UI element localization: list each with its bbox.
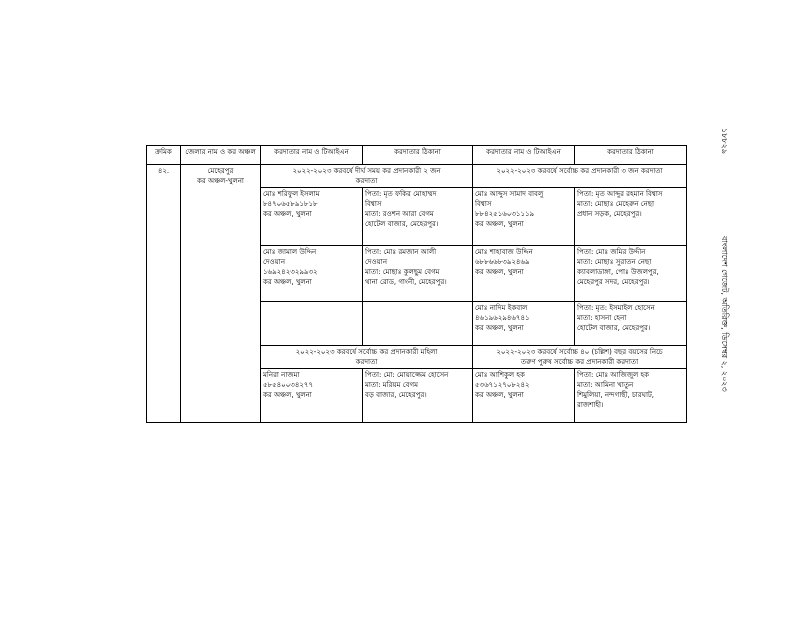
text-line: মোঃ জামাল উদ্দিন xyxy=(263,248,317,256)
header-name-tin-left: করদাতার নাম ও টিআইএন xyxy=(261,146,363,165)
header-serial: ক্রমিক xyxy=(147,146,181,165)
text-line: মোঃ শরিফুল ইসলাম xyxy=(263,190,320,198)
taxpayer-name-cell xyxy=(261,188,363,246)
header-name-tin-right: করদাতার নাম ও টিআইএন xyxy=(473,146,575,165)
text-line: মাতা: মোছাঃ সুরাতন নেছা xyxy=(577,258,652,266)
text-line: মোঃ শাহাবাজ উদ্দিন xyxy=(475,248,533,256)
gazette-header: বাংলাদেশ গেজেট, অতিরিক্ত, ডিসেম্বর ২, ২০২৩ xyxy=(720,236,729,392)
text-line: প্রধান সড়ক, মেহেরপুর। xyxy=(577,210,642,218)
text-line: ১৬৯২৪২৩২৯৯৩২ xyxy=(263,268,318,276)
text-line: মাতা: রওশন আরা বেগম xyxy=(365,210,434,218)
text-line: মাতা: হাসনা হেনা xyxy=(577,314,627,322)
text-line: হোটেল বাজার, মেহেরপুর। xyxy=(365,220,439,228)
text-line: রাজশাহী। xyxy=(577,401,604,409)
header-address-right: করদাতার ঠিকানা xyxy=(575,146,687,165)
text-line: মাতা: মরিয়ম বেগম xyxy=(365,381,418,389)
taxpayer-name-cell xyxy=(261,369,363,423)
section-title-line: ২০২২-২০২৩ করবর্ষে সর্বোচ্চ ৪০ (চল্লিশ) বছর বয়সের নিচে xyxy=(496,348,663,356)
taxpayer-name-cell xyxy=(473,246,575,302)
section-title-line: করদাতা xyxy=(355,177,378,185)
district-cell xyxy=(181,165,261,423)
text-line: মাতা: আমিনা খাতুন xyxy=(577,381,634,389)
text-line: ৫৮৫৪০০৩৪২৭৭ xyxy=(263,381,314,389)
text-line: ৮৪৭০৬৫৮৯১৮১৮ xyxy=(263,200,318,208)
text-line: পিতা: মৃত আব্দুর রহমান বিশ্বাস xyxy=(577,190,663,198)
text-line: মনিরা নাজমা xyxy=(263,371,300,379)
text-line: মাতা: মোছাঃ মেহেরুন নেছা xyxy=(577,200,655,208)
empty-cell xyxy=(363,302,473,346)
section-title-line: তরুণ পুরুষ সর্বোচ্চ কর প্রদানকারী করদাতা xyxy=(520,358,639,366)
header-district: জেলার নাম ও কর অঞ্চল xyxy=(181,146,261,165)
section-title-row xyxy=(147,165,687,188)
taxpayer-name-cell xyxy=(473,188,575,246)
text-line: মোঃ আশিকুল হক xyxy=(475,371,525,379)
district-name: মেহেরপুর xyxy=(207,167,234,175)
taxpayer-table xyxy=(146,145,687,423)
section-title-female xyxy=(261,346,473,369)
taxpayer-address-cell xyxy=(575,302,687,346)
text-line: ৬৮৮৬৬৮৩৯২৪৬৯ xyxy=(475,258,530,266)
text-line: ৮৮৪২৫১৬০৩১১১৯ xyxy=(475,210,535,218)
taxpayer-name-cell xyxy=(473,302,575,346)
taxpayer-address-cell xyxy=(575,369,687,423)
text-line: কর অঞ্চল, খুলনা xyxy=(475,324,524,332)
section-title-line: করদাতা xyxy=(355,358,378,366)
text-line: পিতা: মোঃ রমজান আলী xyxy=(365,248,437,256)
text-line: ক্যাবলাডাঙ্গা, পোঃ উজলপুর, xyxy=(577,268,659,276)
tax-zone: কর অঞ্চল-খুলনা xyxy=(197,177,244,185)
text-line: দেওয়ান xyxy=(263,258,286,266)
section-title-highest-tax xyxy=(473,165,687,188)
header-address-left: করদাতার ঠিকানা xyxy=(363,146,473,165)
text-line: মাতা: মোছাঃ কুলছুম বেগম xyxy=(365,268,440,276)
text-line: পিতা: মো: মোয়াজ্জেম হোসেন xyxy=(365,371,449,379)
text-line: কর অঞ্চল, খুলনা xyxy=(475,391,524,399)
section-title-line: ২০২২-২০২৩ করবর্ষে সর্বোচ্চ কর প্রদানকারী মহিলা xyxy=(295,348,438,356)
section-title-young-male xyxy=(473,346,687,369)
text-line: পিতা: মৃত: ইসমাইল হোসেন xyxy=(577,304,655,312)
section-title-long-duration xyxy=(261,165,473,188)
text-line: মোঃ আব্দুস সামাদ বাবলু xyxy=(475,190,544,198)
page-number: ১৮৮২৯ xyxy=(720,128,729,154)
taxpayer-name-cell xyxy=(473,369,575,423)
text-line: থানা রোড, গাংনী, মেহেরপুর। xyxy=(365,278,447,286)
taxpayer-address-cell xyxy=(363,369,473,423)
table-header-row xyxy=(147,146,687,165)
text-line: কর অঞ্চল, খুলনা xyxy=(475,220,524,228)
text-line: ৪৬১৯৬২৯৪৬৭৪১ xyxy=(475,314,530,322)
empty-cell xyxy=(261,302,363,346)
text-line: শিমুলিয়া, নন্দগাছী, চারঘাট, xyxy=(577,391,655,399)
taxpayer-address-cell xyxy=(363,188,473,246)
serial-number: ৪২. xyxy=(157,167,170,175)
text-line: দেওয়ান xyxy=(365,258,388,266)
text-line: পিতা: মৃত ফকির মোহাম্মদ xyxy=(365,190,437,198)
text-line: পিতা: মোঃ জমির উদ্দীন xyxy=(577,248,646,256)
taxpayer-address-cell xyxy=(575,246,687,302)
text-line: বড় বাজার, মেহেরপুর। xyxy=(365,391,427,399)
taxpayer-address-cell xyxy=(575,188,687,246)
section-title-line: ২০২২-২০২৩ করবর্ষে দীর্ঘ সময় কর প্রদানকারী ২ জন xyxy=(292,167,441,175)
text-line: মোঃ নাদিম ইকবাল xyxy=(475,304,528,312)
text-line: কর অঞ্চল, খুলনা xyxy=(475,268,524,276)
text-line: কর অঞ্চল, খুলনা xyxy=(263,210,312,218)
text-line: পিতা: মোঃ আজিজুল হক xyxy=(577,371,650,379)
text-line: মেহেরপুর সদর, মেহেরপুর। xyxy=(577,278,650,286)
taxpayer-address-cell xyxy=(363,246,473,302)
text-line: কর অঞ্চল, খুলনা xyxy=(263,278,312,286)
taxpayer-name-cell xyxy=(261,246,363,302)
section-title-line: ২০২২-২০২৩ করবর্ষে সর্বোচ্চ কর প্রদানকারী ৩ জন করদাতা xyxy=(496,167,663,175)
text-line: বিশ্বাস xyxy=(365,200,382,208)
text-line: কর অঞ্চল, খুলনা xyxy=(263,391,312,399)
text-line: বিশ্বাস xyxy=(475,200,492,208)
text-line: হোটেল বাজার, মেহেরপুর। xyxy=(577,324,651,332)
serial-cell xyxy=(147,165,181,423)
text-line: ৫৩৬৭১২৭০৮২৪২ xyxy=(475,381,530,389)
side-header xyxy=(716,128,730,508)
